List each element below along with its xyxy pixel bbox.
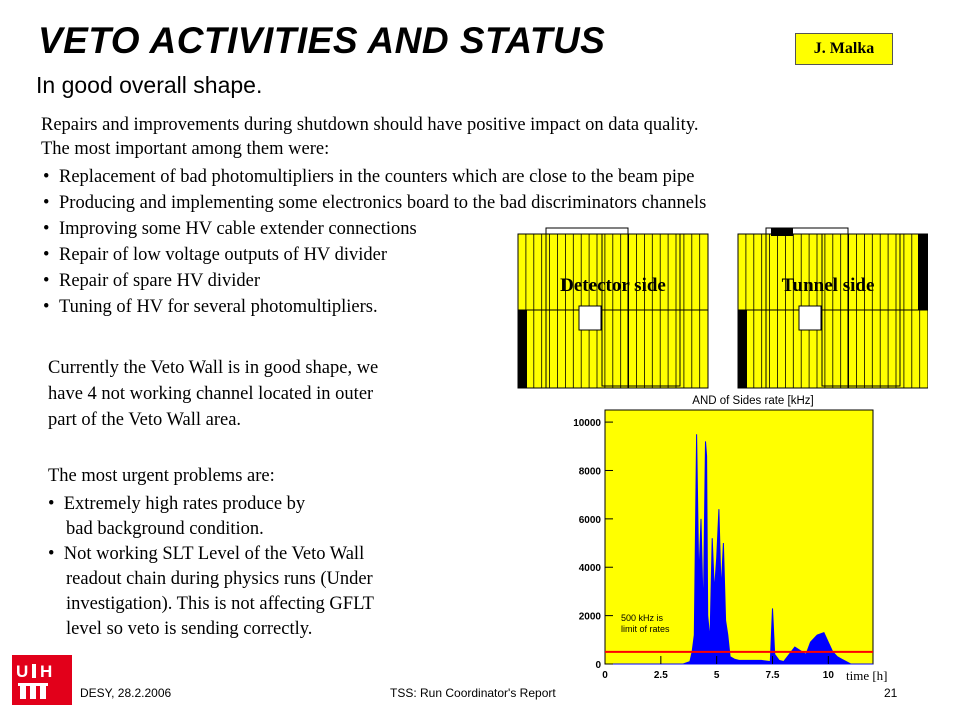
y-tick-label: 8000	[578, 466, 601, 478]
detector-side-wall	[518, 228, 708, 388]
dead-channel	[738, 310, 747, 388]
dead-channel	[771, 228, 793, 236]
y-tick-label: 6000	[578, 514, 601, 526]
urgent-line: bad background condition.	[66, 519, 264, 539]
footer-date: DESY, 28.2.2006	[80, 686, 172, 700]
author-badge: J. Malka	[795, 33, 893, 65]
x-tick-label: 0	[602, 670, 608, 681]
urgent-line: • Extremely high rates produce by	[48, 494, 306, 514]
urgent-line: readout chain during physics runs (Under	[66, 569, 373, 589]
y-tick-label: 10000	[573, 418, 601, 430]
list-item: • Repair of low voltage outputs of HV divider	[41, 243, 706, 269]
status-text	[48, 356, 378, 434]
page-number: 21	[884, 686, 898, 700]
list-item	[48, 492, 374, 542]
list-item: • Producing and implementing some electronics board to the bad discriminators channels	[41, 191, 706, 217]
urgent-heading	[48, 464, 275, 488]
list-item: • Repair of spare HV divider	[41, 269, 706, 295]
beam-pipe-hole	[799, 306, 821, 330]
slide-subtitle: In good overall shape.	[36, 72, 263, 98]
y-tick-label: 2000	[578, 611, 601, 623]
urgent-line-text: Not working SLT Level of the Veto Wall	[63, 544, 365, 564]
detector-side-label: Detector side	[560, 275, 666, 296]
urgent-line: investigation). This is not affecting GFLT	[66, 594, 374, 614]
threshold-label-line: limit of rates	[621, 624, 670, 634]
dead-channel	[918, 234, 928, 310]
footer-title: TSS: Run Coordinator's Report	[390, 686, 556, 700]
uhh-logo	[12, 655, 72, 705]
x-tick-label: 2.5	[653, 670, 668, 681]
intro-text	[41, 113, 699, 161]
x-tick-label: 10	[822, 670, 834, 681]
urgent-problems-list	[48, 492, 374, 642]
list-item	[48, 542, 374, 642]
list-item: • Tuning of HV for several photomultipliers.	[41, 295, 706, 321]
svg-text:U: U	[16, 662, 29, 681]
status-line: part of the Veto Wall area.	[48, 410, 242, 430]
urgent-heading-text: The most urgent problems are:	[48, 466, 275, 486]
svg-text:H: H	[40, 662, 53, 681]
tunnel-side-label: Tunnel side	[781, 275, 875, 296]
slide-title: VETO ACTIVITIES AND STATUS	[38, 20, 606, 61]
intro-line: The most important among them were:	[41, 139, 330, 159]
x-tick-label: 5	[713, 670, 720, 681]
urgent-line: • Not working SLT Level of the Veto Wall	[48, 544, 365, 564]
dead-channel	[518, 310, 527, 388]
x-tick-label: 7.5	[765, 670, 780, 681]
y-tick-label: 4000	[578, 563, 601, 575]
list-item: • Improving some HV cable extender connections	[41, 217, 706, 243]
beam-pipe-hole	[579, 306, 601, 330]
tunnel-side-wall	[738, 228, 928, 388]
rate-chart	[560, 392, 900, 684]
threshold-label-line: 500 kHz is	[621, 613, 664, 623]
status-line: Currently the Veto Wall is in good shape, we	[48, 358, 379, 378]
urgent-line-text: Extremely high rates produce by	[63, 494, 306, 514]
list-item: • Replacement of bad photomultipliers in the counters which are close to the beam pipe	[41, 165, 706, 191]
x-axis-label: time [h]	[846, 668, 888, 683]
intro-line: Repairs and improvements during shutdown should have positive impact on data quality.	[41, 115, 699, 135]
chart-title: AND of Sides rate [kHz]	[692, 395, 814, 407]
urgent-line: level so veto is sending correctly.	[66, 619, 313, 639]
y-tick-label: 0	[595, 660, 601, 671]
status-line: have 4 not working channel located in outer	[48, 384, 374, 404]
veto-wall-diagram	[512, 226, 928, 390]
